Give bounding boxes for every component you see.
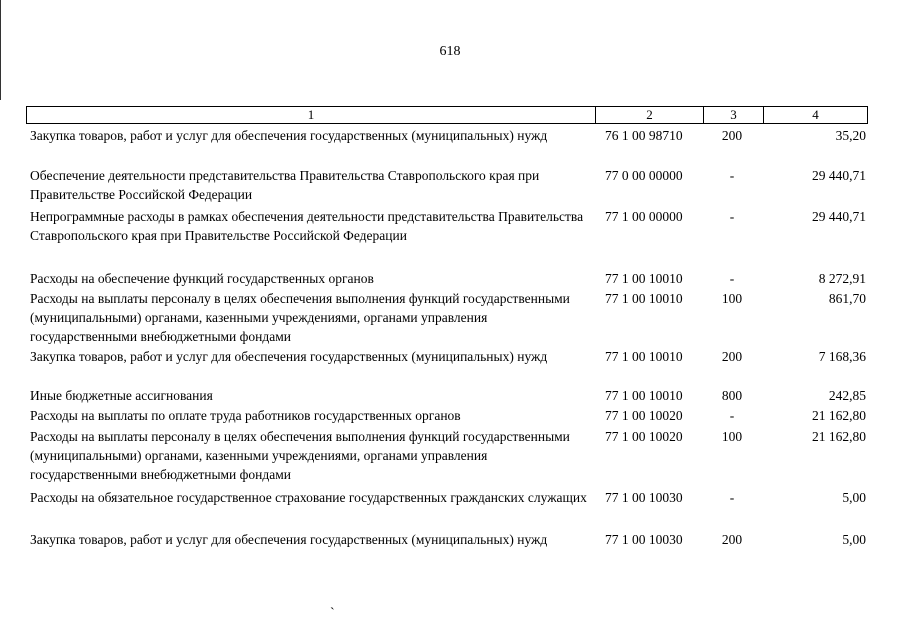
header-col-2: 2	[596, 107, 704, 123]
row-type: 800	[721, 388, 743, 403]
row-code: 76 1 00 98710	[605, 128, 683, 143]
row-code: 77 1 00 10010	[605, 388, 683, 403]
table-header-row	[26, 106, 868, 124]
row-type: 100	[721, 429, 743, 444]
row-code: 77 1 00 10010	[605, 291, 683, 306]
row-name: Закупка товаров, работ и услуг для обеспечения государственных (муниципальных) нужд	[30, 532, 548, 547]
row-name: Расходы на выплаты по оплате труда работников государственных органов	[30, 408, 461, 423]
row-name: Непрограммные расходы в рамках обеспечения деятельности представительства Правительства Ставропольского края при Правительстве Российской Федерации	[30, 209, 584, 243]
row-code: 77 1 00 10020	[605, 429, 683, 444]
row-code: 77 1 00 10010	[605, 271, 683, 286]
row-name: Закупка товаров, работ и услуг для обеспечения государственных (муниципальных) нужд	[30, 128, 548, 143]
row-amount: 35,20	[835, 128, 866, 143]
row-amount: 29 440,71	[812, 209, 866, 224]
row-type: 200	[721, 128, 743, 143]
row-code: 77 1 00 00000	[605, 209, 683, 224]
row-name: Расходы на обязательное государственное страхование государственных гражданских служащих	[30, 490, 587, 505]
header-col-3: 3	[704, 107, 764, 123]
row-code: 77 0 00 00000	[605, 168, 683, 183]
stray-mark: `	[330, 606, 335, 621]
row-type: -	[729, 168, 735, 183]
row-amount: 29 440,71	[812, 168, 866, 183]
row-amount: 861,70	[828, 291, 866, 306]
page-edge-rule	[0, 0, 1, 100]
row-amount: 21 162,80	[812, 429, 866, 444]
page-number: 618	[439, 44, 461, 59]
row-amount: 5,00	[842, 490, 866, 505]
row-code: 77 1 00 10010	[605, 349, 683, 364]
row-type: 200	[721, 349, 743, 364]
row-name: Расходы на обеспечение функций государственных органов	[30, 271, 374, 286]
row-type: -	[729, 408, 735, 423]
row-code: 77 1 00 10030	[605, 490, 683, 505]
row-type: -	[729, 271, 735, 286]
row-name: Закупка товаров, работ и услуг для обеспечения государственных (муниципальных) нужд	[30, 349, 548, 364]
row-type: -	[729, 209, 735, 224]
row-amount: 5,00	[842, 532, 866, 547]
row-type: 100	[721, 291, 743, 306]
row-type: -	[729, 490, 735, 505]
row-name: Обеспечение деятельности представительства Правительства Ставропольского края при Правительстве Российской Федерации	[30, 168, 540, 202]
row-name: Иные бюджетные ассигнования	[30, 388, 213, 403]
row-amount: 242,85	[828, 388, 866, 403]
header-col-4: 4	[812, 107, 819, 122]
row-type: 200	[721, 532, 743, 547]
row-code: 77 1 00 10030	[605, 532, 683, 547]
row-amount: 7 168,36	[818, 349, 866, 364]
row-amount: 8 272,91	[818, 271, 866, 286]
row-name: Расходы на выплаты персоналу в целях обеспечения выполнения функций государственными (муниципальными) органами, казенными учреждениями, органами управления государственными внебюджетными фондами	[30, 429, 570, 482]
row-name: Расходы на выплаты персоналу в целях обеспечения выполнения функций государственными (муниципальными) органами, казенными учреждениями, органами управления государственными внебюджетными фондами	[30, 291, 570, 344]
row-code: 77 1 00 10020	[605, 408, 683, 423]
header-col-1: 1	[27, 107, 596, 123]
row-amount: 21 162,80	[812, 408, 866, 423]
